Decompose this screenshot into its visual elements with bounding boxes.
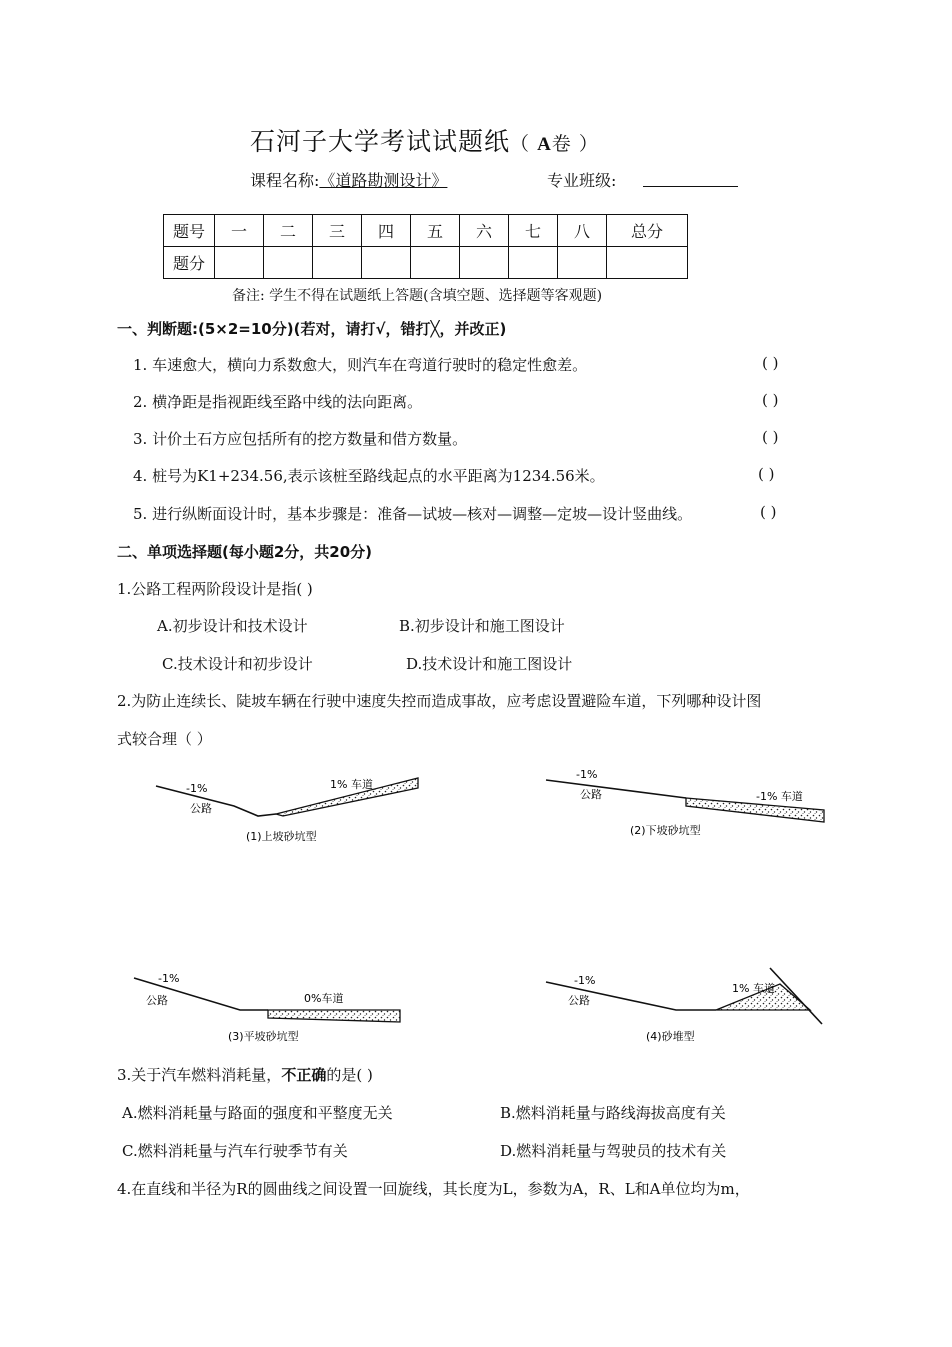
mc-q3-option-b: B.燃料消耗量与路线海拔高度有关 bbox=[500, 1104, 726, 1122]
fig2-road-line bbox=[546, 780, 686, 798]
tf-item-1: 1. 车速愈大，横向力系数愈大，则汽车在弯道行驶时的稳定性愈差。 bbox=[133, 356, 588, 374]
fig2-lane-label: -1% 车道 bbox=[756, 790, 803, 803]
course-line bbox=[250, 168, 447, 191]
mc-q1-option-d: D.技术设计和施工图设计 bbox=[406, 655, 573, 673]
tf-answer-paren-2: ( ) bbox=[762, 391, 779, 409]
fig4-road-label: 公路 bbox=[568, 994, 590, 1007]
exam-volume-rest: 卷 ） bbox=[551, 133, 599, 155]
figure-4-sandpile bbox=[540, 966, 830, 1050]
mc-q3-option-a: A.燃料消耗量与路面的强度和平整度无关 bbox=[122, 1104, 393, 1122]
fig2-sand-lane bbox=[686, 798, 824, 822]
score-table-score-row bbox=[164, 247, 688, 279]
mc-q1-option-c: C.技术设计和初步设计 bbox=[162, 655, 313, 673]
score-cell-header: 三 bbox=[313, 215, 362, 247]
major-blank-line bbox=[643, 186, 738, 187]
fig4-caption: (4)砂堆型 bbox=[646, 1030, 695, 1043]
tf-item-4: 4. 桩号为K1+234.56,表示该桩至路线起点的水平距离为1234.56米。 bbox=[133, 467, 605, 485]
score-cell-header: 题号 bbox=[164, 215, 215, 247]
mc-q3-stem-post: 的是( ) bbox=[326, 1066, 373, 1084]
exam-title bbox=[250, 122, 599, 158]
section1-heading: 一、判断题:(5×2=10分)(若对，请打√，错打╳，并改正) bbox=[117, 320, 507, 338]
score-cell-blank bbox=[509, 247, 558, 279]
score-cell-header: 总分 bbox=[607, 215, 688, 247]
score-table-header-row bbox=[164, 215, 688, 247]
score-cell-blank bbox=[460, 247, 509, 279]
exam-volume-letter: A bbox=[537, 134, 552, 155]
score-row-label: 题分 bbox=[164, 247, 215, 279]
score-cell-blank bbox=[264, 247, 313, 279]
fig3-road-label: 公路 bbox=[146, 994, 168, 1007]
mc-q1-option-a: A.初步设计和技术设计 bbox=[157, 617, 308, 635]
mc-q1-stem: 1.公路工程两阶段设计是指( ) bbox=[117, 580, 313, 598]
fig3-caption: (3)平坡砂坑型 bbox=[228, 1030, 299, 1043]
score-cell-blank bbox=[607, 247, 688, 279]
mc-q1-option-b: B.初步设计和施工图设计 bbox=[399, 617, 565, 635]
mc-q2-stem-line2: 式较合理（ ） bbox=[117, 730, 212, 748]
exam-title-main: 石河子大学考试试题纸 bbox=[250, 127, 511, 156]
tf-item-5: 5. 进行纵断面设计时，基本步骤是：准备—试坡—核对—调整—定坡—设计竖曲线。 bbox=[133, 505, 693, 523]
score-cell-header: 二 bbox=[264, 215, 313, 247]
mc-q4-stem: 4.在直线和半径为R的圆曲线之间设置一回旋线，其长度为L，参数为A，R、L和A单位均为m， bbox=[117, 1180, 750, 1198]
exam-note: 备注: 学生不得在试题纸上答题(含填空题、选择题等客观题) bbox=[232, 288, 603, 304]
fig1-caption: (1)上坡砂坑型 bbox=[246, 830, 317, 843]
score-cell-blank bbox=[558, 247, 607, 279]
mc-q3-stem bbox=[117, 1064, 373, 1085]
fig2-road-grade: -1% bbox=[576, 768, 598, 781]
tf-answer-paren-5: ( ) bbox=[760, 503, 777, 521]
major-label: 专业班级: bbox=[547, 171, 617, 190]
fig3-sand-lane bbox=[268, 1010, 400, 1022]
fig2-caption: (2)下坡砂坑型 bbox=[630, 824, 701, 837]
score-cell-header: 一 bbox=[215, 215, 264, 247]
score-cell-blank bbox=[215, 247, 264, 279]
score-cell-header: 七 bbox=[509, 215, 558, 247]
tf-item-3: 3. 计价土石方应包括所有的挖方数量和借方数量。 bbox=[133, 430, 468, 448]
figure-1-uphill bbox=[150, 766, 430, 850]
tf-item-2: 2. 横净距是指视距线至路中线的法向距离。 bbox=[133, 393, 423, 411]
figure-3-level bbox=[128, 968, 408, 1048]
score-cell-header: 五 bbox=[411, 215, 460, 247]
exam-volume-open: （ bbox=[510, 133, 538, 155]
mc-q3-option-c: C.燃料消耗量与汽车行驶季节有关 bbox=[122, 1142, 348, 1160]
fig1-road-label: 公路 bbox=[190, 802, 212, 815]
score-cell-blank bbox=[411, 247, 460, 279]
figure-2-downhill bbox=[542, 766, 832, 850]
mc-q3-option-d: D.燃料消耗量与驾驶员的技术有关 bbox=[500, 1142, 727, 1160]
fig1-road-grade: -1% bbox=[186, 782, 208, 795]
section2-heading: 二、单项选择题(每小题2分，共20分) bbox=[117, 543, 373, 561]
fig2-road-label: 公路 bbox=[580, 788, 602, 801]
mc-q3-stem-pre: 3.关于汽车燃料消耗量， bbox=[117, 1066, 282, 1084]
score-cell-header: 六 bbox=[460, 215, 509, 247]
score-table bbox=[163, 214, 688, 279]
course-name: 《道路勘测设计》 bbox=[319, 171, 448, 190]
course-label: 课程名称: bbox=[250, 171, 320, 190]
fig4-road-grade: -1% bbox=[574, 974, 596, 987]
fig1-lane-label: 1% 车道 bbox=[330, 778, 373, 791]
score-cell-blank bbox=[362, 247, 411, 279]
score-cell-blank bbox=[313, 247, 362, 279]
mc-q2-stem-line1: 2.为防止连续长、陡坡车辆在行驶中速度失控而造成事故，应考虑设置避险车道，下列哪种设计图 bbox=[117, 692, 762, 710]
fig4-lane-label: 1% 车道 bbox=[732, 982, 775, 995]
tf-answer-paren-4: ( ) bbox=[758, 465, 775, 483]
score-cell-header: 八 bbox=[558, 215, 607, 247]
score-cell-header: 四 bbox=[362, 215, 411, 247]
mc-q3-stem-bold: 不正确 bbox=[281, 1066, 327, 1084]
fig1-road-line bbox=[156, 786, 276, 816]
tf-answer-paren-1: ( ) bbox=[762, 354, 779, 372]
tf-answer-paren-3: ( ) bbox=[762, 428, 779, 446]
fig3-road-grade: -1% bbox=[158, 972, 180, 985]
fig3-lane-label: 0%车道 bbox=[304, 992, 344, 1005]
